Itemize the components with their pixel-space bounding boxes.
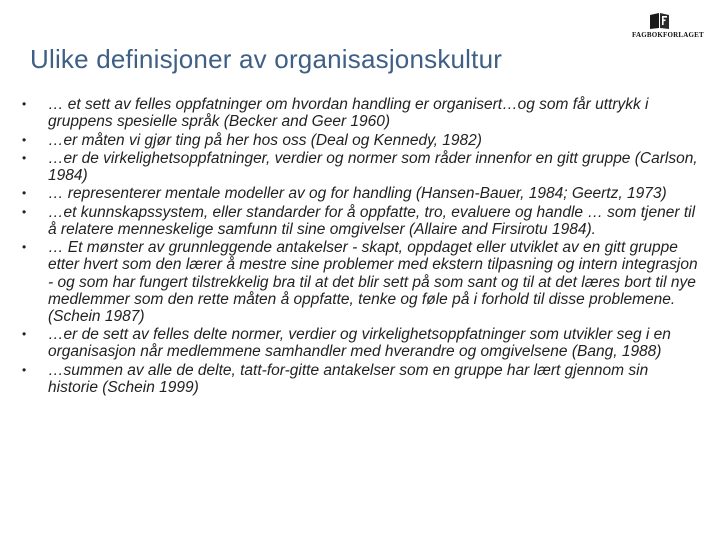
list-item-text: … representerer mentale modeller av og for handling (Hansen-Bauer, 1984; Geertz, 1973) [48,185,667,203]
list-item [22,185,698,202]
bullet-icon: • [22,186,27,201]
definition-list [22,96,698,397]
list-item-text: … et sett av felles oppfatninger om hvordan handling er organisert…og som får uttrykk i gruppens spesielle språk (Becker and Geer 1960) [48,96,649,131]
list-item-text: … Et mønster av grunnleggende antakelser - skapt, oppdaget eller utviklet av en gitt gruppe etter hvert som den lærer å mestre sine problemer med ekstern tilpasning og intern integrasjon - og som har fungert tilstrekkelig bra til at det blir sett på som sant og til at det læres bort til nye medlemmer som den rette måten å oppfatte, tenke og føle på i forhold til disse problemene. (Schein 1987) [48,239,698,325]
bullet-icon: • [22,327,27,342]
list-item [22,239,698,325]
bullet-icon: • [22,204,27,219]
bullet-icon: • [22,362,27,377]
list-item [22,204,698,238]
list-item-text: …et kunnskapssystem, eller standarder for å oppfatte, tro, evaluere og handle … som tjener til å relatere menneskelige samfunn til sine omgivelser (Allaire and Firsirotu 1984). [48,203,696,238]
bullet-icon: • [22,132,27,147]
publisher-logo [632,12,704,46]
slide-title: Ulike definisjoner av organisasjonskultur [30,44,503,74]
list-item [22,96,698,130]
list-item [22,326,698,360]
book-flag-icon [649,12,671,30]
list-item-text: …summen av alle de delte, tatt-for-gitte antakelser som en gruppe har lært gjennom sin historie (Schein 1999) [48,361,649,396]
publisher-logo-text: FAGBOKFORLAGET [632,31,704,39]
list-item-text: …er de virkelighetsoppfatninger, verdier og normer som råder innenfor en gitt gruppe (Carlson, 1984) [48,149,698,184]
list-item [22,362,698,396]
bullet-icon: • [22,240,27,255]
list-item [22,132,698,149]
list-item-text: …er måten vi gjør ting på her hos oss (Deal og Kennedy, 1982) [48,131,482,149]
list-item-text: …er de sett av felles delte normer, verdier og virkelighetsoppfatninger som utvikler seg i en organisasjon når medlemmene samhandler med hverandre og omgivelsene (Bang, 1988) [48,326,671,361]
bullet-icon: • [22,97,27,111]
list-item [22,150,698,184]
bullet-icon: • [22,150,27,165]
